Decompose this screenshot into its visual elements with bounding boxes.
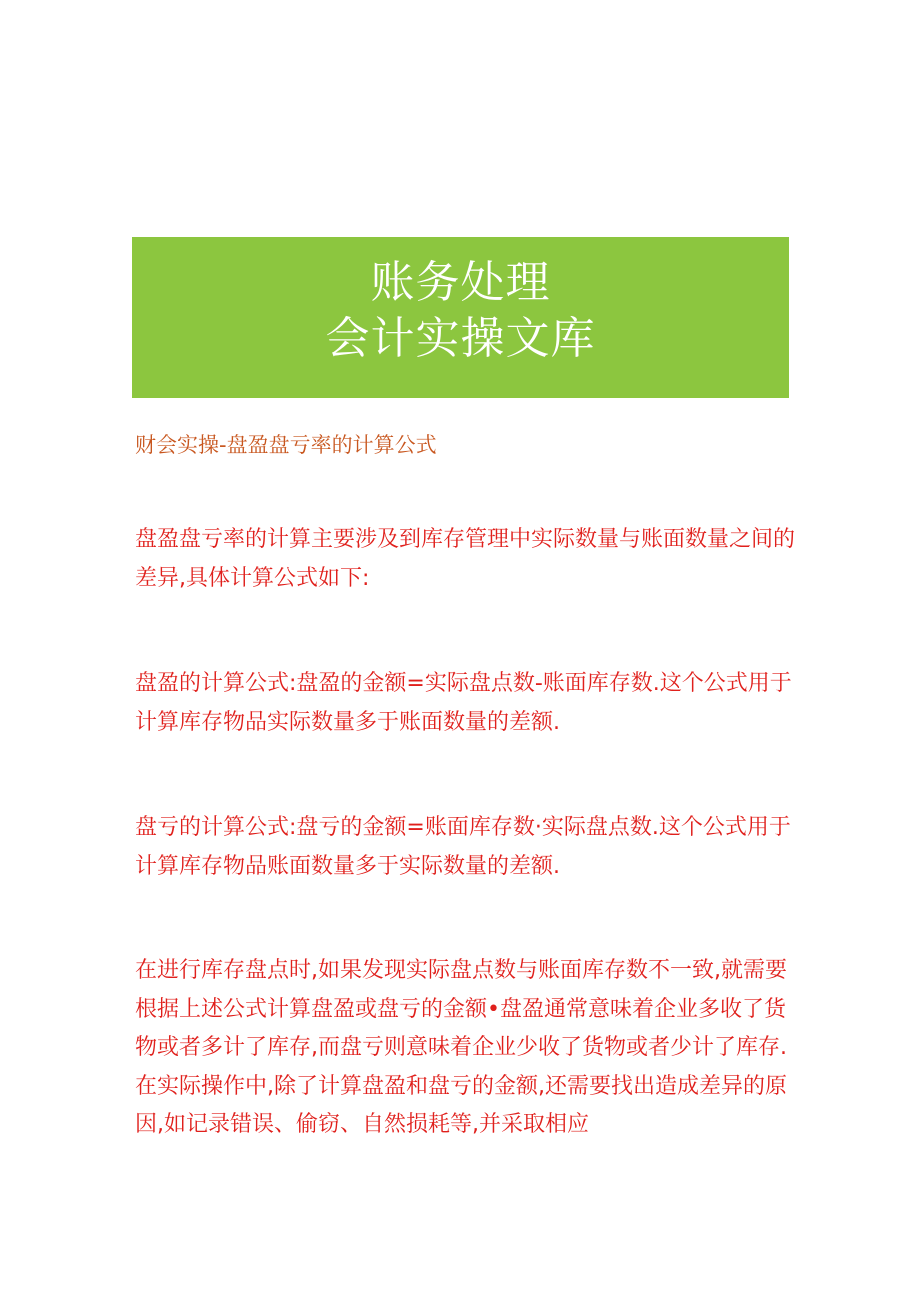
banner-title-line-1: 账务处理 xyxy=(370,256,551,308)
paragraph-inventory-check: 在进行库存盘点时,如果发现实际盘点数与账面库存数不一致,就需要根据上述公式计算盘盈或盘亏的金额•盘盈通常意味着企业多收了货物或者多计了库存,而盘亏则意味着企业少收了货物或者少计了库存.在实际操作中,除了计算盘盈和盘亏的金额,还需要找出造成差异的原因,如记录错误、偷窃、自然损耗等,并采取相应 xyxy=(135,958,787,1137)
paragraph-surplus-formula: 盘盈的计算公式:盘盈的金额=实际盘点数-账面库存数.这个公式用于计算库存物品实际数量多于账面数量的差额. xyxy=(135,671,792,735)
document-title: 财会实操-盘盈盘亏率的计算公式 xyxy=(135,433,437,457)
header-banner xyxy=(132,237,789,398)
banner-title-line-2: 会计实操文库 xyxy=(325,312,596,364)
paragraph-deficit-formula: 盘亏的计算公式:盘亏的金额=账面库存数·实际盘点数.这个公式用于计算库存物品账面数量多于实际数量的差额. xyxy=(135,815,791,879)
paragraph-intro: 盘盈盘亏率的计算主要涉及到库存管理中实际数量与账面数量之间的差异,具体计算公式如下: xyxy=(135,527,796,591)
